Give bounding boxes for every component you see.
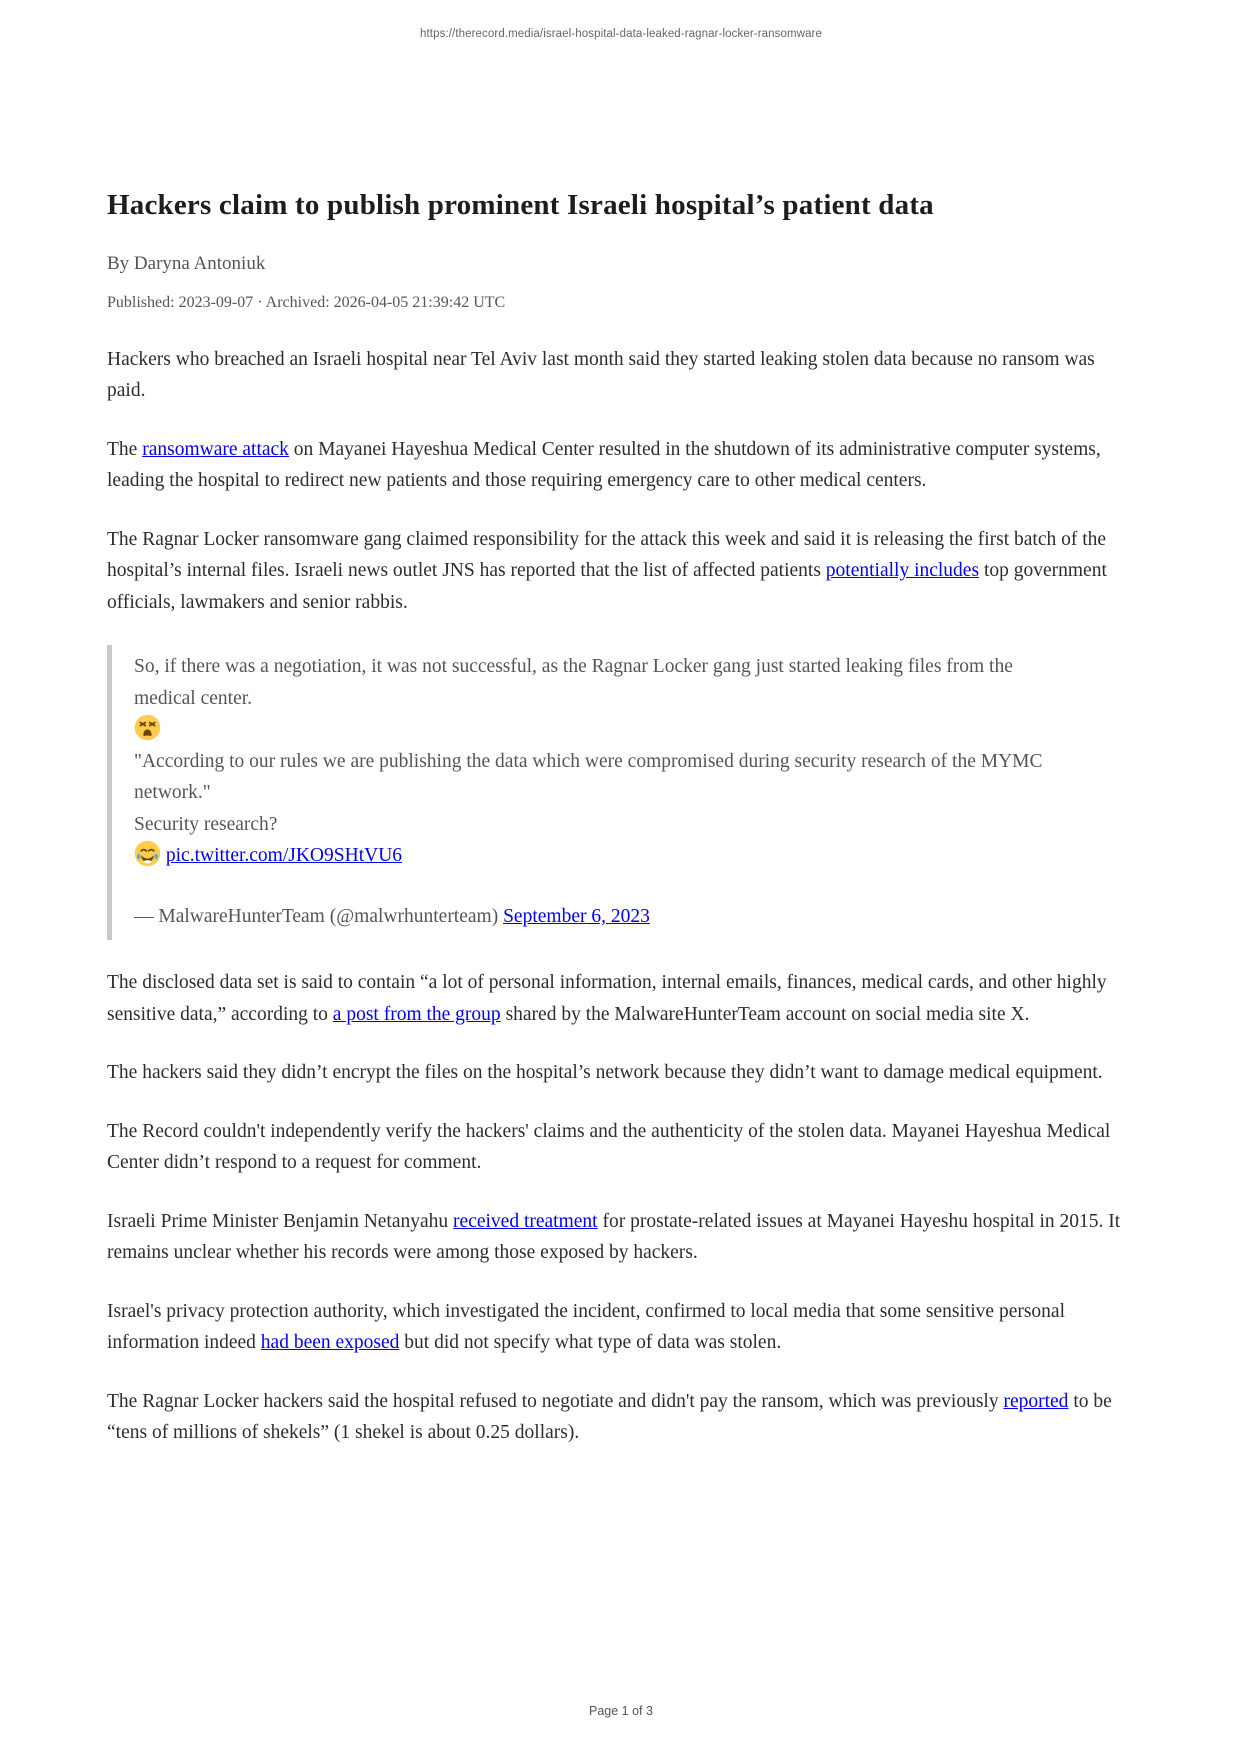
post-from-group-link[interactable]: a post from the group — [332, 1003, 501, 1025]
joy-emoji — [134, 840, 161, 872]
tweet-blockquote — [107, 645, 1137, 940]
had-been-exposed-link[interactable]: had been exposed — [260, 1332, 400, 1354]
netanyahu-paragraph: Israeli Prime Minister Benjamin Netanyahu received treatment for prostate-related issues at Mayanei Hayeshu hospital in 2015. It remains unclear whether his records were among those exposed by hackers. — [107, 1210, 1121, 1264]
ragnar-locker-paragraph: The Ragnar Locker ransomware gang claimed responsibility for the attack this week and said it is releasing the first batch of the hospital’s internal files. Israeli news outlet JNS has reported that the list of affected patients potentially includes top government officials, lawmakers and senior rabbis. — [107, 528, 1107, 613]
tweet-text: So, if there was a negotiation, it was not successful, as the Ragnar Locker gang just started leaking files from the medical center. "According to our rules we are publishing the data which were compromised during security research of the MYMC network." Security research? pic.twitter.com/JKO9SHtVU6 — [134, 651, 1067, 872]
disclosed-data-paragraph: The disclosed data set is said to contain “a lot of personal information, internal emails, finances, medical cards, and other highly sensitive data,” according to a post from the group shared by the MalwareHunterTeam account on social media site X. — [107, 972, 1107, 1025]
article-body-top — [107, 344, 1137, 619]
ransom-paragraph: The Ragnar Locker hackers said the hospital refused to negotiate and didn't pay the ransom, which was previously reported to be “tens of millions of shekels” (1 shekel is about 0.25 dollars). — [107, 1390, 1112, 1444]
article-body-bottom — [107, 967, 1137, 1449]
intro-paragraph: Hackers who breached an Israeli hospital near Tel Aviv last month said they started leaking stolen data because no ransom was paid. — [107, 348, 1095, 402]
tired-face-emoji — [134, 714, 161, 746]
received-treatment-link[interactable]: received treatment — [453, 1210, 598, 1232]
tweet-date-link[interactable]: September 6, 2023 — [503, 905, 650, 927]
page-number-footer: Page 1 of 3 — [589, 1704, 653, 1718]
byline: By Daryna Antoniuk — [107, 252, 266, 274]
no-encrypt-paragraph: The hackers said they didn’t encrypt the files on the hospital’s network because they didn’t want to damage medical equipment. — [107, 1062, 1103, 1084]
article — [107, 188, 1137, 1476]
dateline: Published: 2023-09-07 · Archived: 2026-04-05 21:39:42 UTC — [107, 293, 506, 311]
record-verify-paragraph: The Record couldn't independently verify the hackers' claims and the authenticity of the stolen data. Mayanei Hayeshua Medical Center didn’t respond to a request for comment. — [107, 1120, 1111, 1174]
ransomware-attack-link[interactable]: ransomware attack — [142, 438, 289, 460]
potentially-includes-link[interactable]: potentially includes — [825, 560, 980, 582]
pic-twitter-link[interactable]: pic.twitter.com/JKO9SHtVU6 — [165, 845, 403, 867]
reported-link[interactable]: reported — [1003, 1390, 1069, 1412]
privacy-authority-paragraph: Israel's privacy protection authority, which investigated the incident, confirmed to local media that some sensitive personal information indeed had been exposed but did not specify what type of data was stolen. — [107, 1300, 1066, 1354]
print-header-url: https://therecord.media/israel-hospital-data-leaked-ragnar-locker-ransomware — [420, 28, 822, 40]
tweet-attribution: — MalwareHunterTeam (@malwrhunterteam) September 6, 2023 — [134, 905, 650, 927]
page-title: Hackers claim to publish prominent Israeli hospital’s patient data — [107, 189, 934, 221]
ransomware-attack-paragraph: The ransomware attack on Mayanei Hayeshua Medical Center resulted in the shutdown of its administrative computer systems, leading the hospital to redirect new patients and those requiring emergency care to other medical centers. — [107, 438, 1101, 492]
